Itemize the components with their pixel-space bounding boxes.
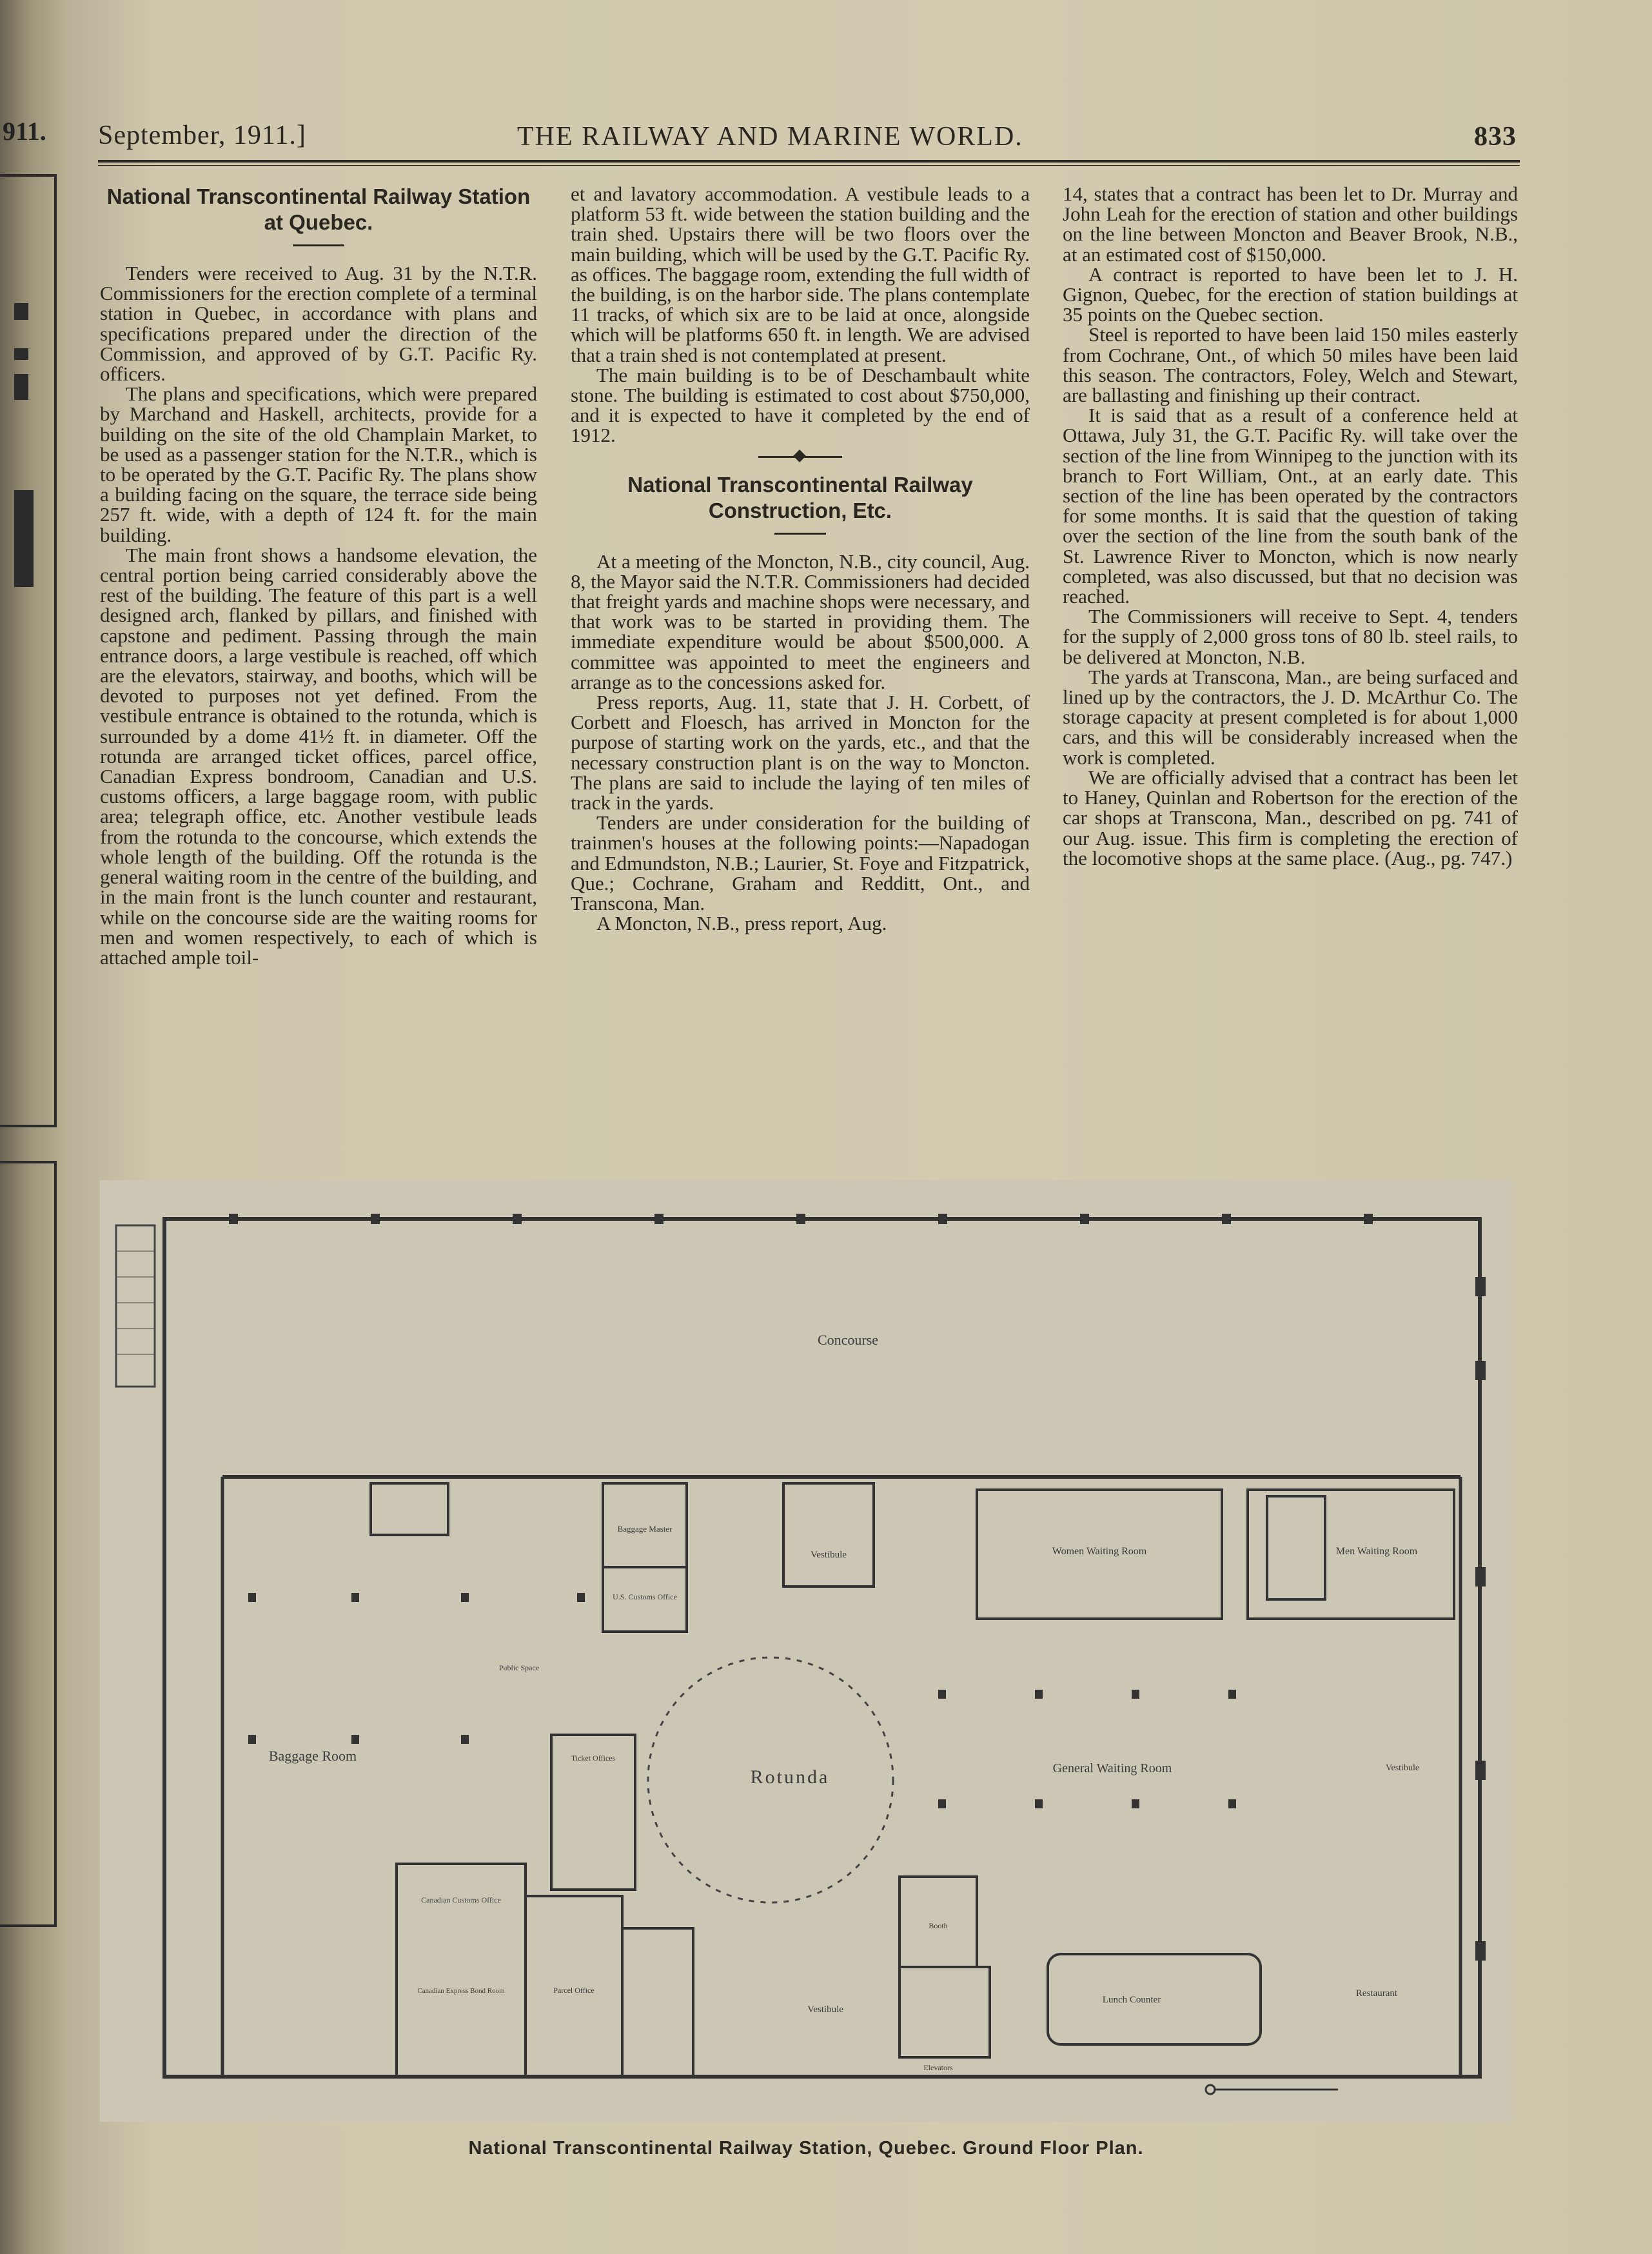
plan-label-ticket-offices: Ticket Offices <box>571 1754 616 1763</box>
plan-label-women-waiting: Women Waiting Room <box>1052 1546 1147 1557</box>
plan-label-booth: Booth <box>929 1921 948 1930</box>
plan-label-concourse: Concourse <box>817 1332 879 1348</box>
plan-label-us-customs: U.S. Customs Office <box>613 1592 677 1601</box>
plan-label-men-waiting: Men Waiting Room <box>1335 1546 1418 1557</box>
paragraph: Press reports, Aug. 11, state that J. H. Corbett, of Corbett and Floesch, has arrived in Moncton for the purpose of starting work on the yards, etc., and that the necessary construction plant is on the way to Moncton. The plans are said to include the laying of ten miles of track in the yards. <box>571 691 1030 815</box>
previous-page-fragment: 911. <box>3 117 46 146</box>
article-heading-station: National Transcontinental Railway Station at Quebec. <box>106 184 531 234</box>
paragraph: Tenders are under consideration for the building of trainmen's houses at the following points:—Napadogan and Edmundston, N.B.; Laurier, St. Foye and Fitzpatrick, Que.; Cochrane, Graham and Redditt, Ont., and Transcona, Man. <box>571 811 1030 915</box>
issue-date: September, 1911.] <box>98 121 306 150</box>
plan-caption: National Transcontinental Railway Station, Quebec. Ground Floor Plan. <box>468 2138 1144 2159</box>
paragraph: The main building is to be of Deschambault white stone. The building is estimated to cost about $750,000, and it is expected to have it completed by the end of 1912. <box>571 363 1030 447</box>
paragraph: A Moncton, N.B., press report, Aug. <box>596 912 887 935</box>
ground-floor-plan <box>100 1180 1512 2122</box>
paragraph: Steel is reported to have been laid 150 miles easterly from Cochrane, Ont., of which 50 miles have been laid this season. The contractors, Foley, Welch and Stewart, are ballasting and finishing up their contract. <box>1063 323 1518 407</box>
spine-mark <box>14 490 34 587</box>
spine-mark <box>14 374 28 400</box>
paragraph: The yards at Transcona, Man., are being surfaced and lined up by the contractors, the J. D. McArthur Co. The storage capacity at present completed is for about 1,000 cars, and this will be considerably increased when the work is completed. <box>1063 665 1518 769</box>
plan-label-vestibule: Vestibule <box>811 1550 847 1560</box>
plan-label-parcel-office: Parcel Office <box>553 1986 595 1995</box>
heading-rule <box>293 244 344 246</box>
paragraph: et and lavatory accommodation. A vestibule leads to a platform 53 ft. wide between the station building and the train shed. Upstairs there will be two floors over the main building, which will be used by the G.T. Pacific Ry. as offices. The baggage room, extending the full width of the building, is on the harbor side. The plans contemplate 11 tracks, of which six are to be laid at once, alongside which will be platforms 650 ft. in length. We are advised that a train shed is not contemplated at present. <box>571 183 1030 366</box>
article-column-2 <box>571 184 1030 934</box>
running-header <box>98 116 1517 161</box>
header-rule <box>98 160 1520 163</box>
publication-title: THE RAILWAY AND MARINE WORLD. <box>517 122 1023 152</box>
paragraph: The plans and specifications, which were prepared by Marchand and Haskell, architects, provide for a building on the site of the old Champlain Market, to be used as a passenger station for the N.T.R., which is to be operated by the G.T. Pacific Ry. The plans show a building facing on the square, the terrace side being 257 ft. wide, with a depth of 124 ft. for the main building. <box>100 382 537 546</box>
spine-mark <box>14 348 28 360</box>
plan-label-rotunda: Rotunda <box>750 1766 830 1788</box>
plan-label-canadian-customs: Canadian Customs Office <box>421 1895 501 1904</box>
plan-label-lunch-counter: Lunch Counter <box>1102 1995 1161 2005</box>
paragraph: A contract is reported to have been let to J. H. Gignon, Quebec, for the erection of station buildings at 35 points on the Quebec section. <box>1063 262 1518 326</box>
article-heading-construction: National Transcontinental Railway Construction, Etc. <box>627 472 973 522</box>
floor-plan-drawing <box>100 1180 1512 2122</box>
plan-label-baggage-master: Baggage Master <box>617 1524 673 1534</box>
paragraph: At a meeting of the Moncton, N.B., city council, Aug. 8, the Mayor said the N.T.R. Commissioners had decided that freight yards and machine shops were necessary, and that work was to be started in providing them. The immediate expenditure would be about $500,000. A committee was appointed to meet the engineers and arrange as to the concessions asked for. <box>571 549 1030 693</box>
header-rule-thin <box>98 165 1520 166</box>
plan-label-bond-room: Canadian Express Bond Room <box>417 1987 505 1995</box>
heading-rule <box>774 533 826 535</box>
paragraph: 14, states that a contract has been let to Dr. Murray and John Leah for the erection of station and other buildings on the line between Moncton and Beaver Brook, N.B., at an estimated cost of $150,000. <box>1063 183 1518 266</box>
plan-label-vestibule: Vestibule <box>1385 1763 1420 1773</box>
spine-mark <box>14 303 28 320</box>
book-spine <box>0 0 64 2254</box>
previous-page-box <box>0 174 57 1127</box>
section-divider <box>758 456 842 458</box>
plan-label-elevators: Elevators <box>923 2063 953 2072</box>
paragraph: The Commissioners will receive to Sept. 4, tenders for the supply of 2,000 gross tons of 80 lb. steel rails, to be delivered at Moncton, N.B. <box>1063 605 1518 668</box>
plan-label-vestibule: Vestibule <box>807 2004 843 2015</box>
paragraph: We are officially advised that a contract has been let to Haney, Quinlan and Robertson for the erection of the car shops at Transcona, Man., described on pg. 741 of our Aug. issue. This firm is completing the erection of the locomotive shops at the same place. (Aug., pg. 747.) <box>1063 766 1518 869</box>
paragraph: It is said that as a result of a conference held at Ottawa, July 31, the G.T. Pacific Ry. will take over the section of the line from Winnipeg to the junction with its branch to Fort William, Ont., at an early date. This section of the line has been operated by the contractors for some months. It is said that the question of taking over the section of the line from the south bank of the St. Lawrence River to Moncton, which is now nearly completed, was also discussed, but that no decision was reached. <box>1063 404 1518 608</box>
article-column-1 <box>100 184 537 967</box>
plan-label-baggage-room: Baggage Room <box>268 1748 357 1764</box>
plan-label-restaurant: Restaurant <box>1355 1988 1398 1999</box>
article-column-3 <box>1063 184 1518 868</box>
previous-page-box <box>0 1161 57 1927</box>
paragraph: The main front shows a handsome elevation, the central portion being carried considerably above the rest of the building. The feature of this part is a well designed arch, flanked by pillars, and finished with capstone and pediment. Passing through the main entrance doors, a large vestibule is reached, off which are the elevators, stairway, and booths, which will be devoted to purposes not yet defined. From the vestibule entrance is obtained to the rotunda, which is surrounded by a dome 41½ ft. in diameter. Off the rotunda are arranged ticket offices, parcel office, Canadian Express bondroom, Canadian and U.S. customs officers, a large baggage room, with public area; telegraph office, etc. Another vestibule leads from the rotunda to the concourse, which extends the whole length of the building. Off the rotunda is the general waiting room in the centre of the building, and in the main front is the lunch counter and restaurant, while on the concourse side are the waiting rooms for men and women respectively, to each of which is attached ample toil- <box>100 543 537 969</box>
page-number: 833 <box>1474 122 1517 152</box>
paragraph: Tenders were received to Aug. 31 by the N.T.R. Commissioners for the erection complete of a terminal station in Quebec, in accordance with plans and specifications prepared under the direction of the Commission, and approved of by G.T. Pacific Ry. officers. <box>100 262 537 386</box>
plan-label-public-space: Public Space <box>498 1663 540 1672</box>
plan-label-general-waiting: General Waiting Room <box>1052 1761 1172 1775</box>
